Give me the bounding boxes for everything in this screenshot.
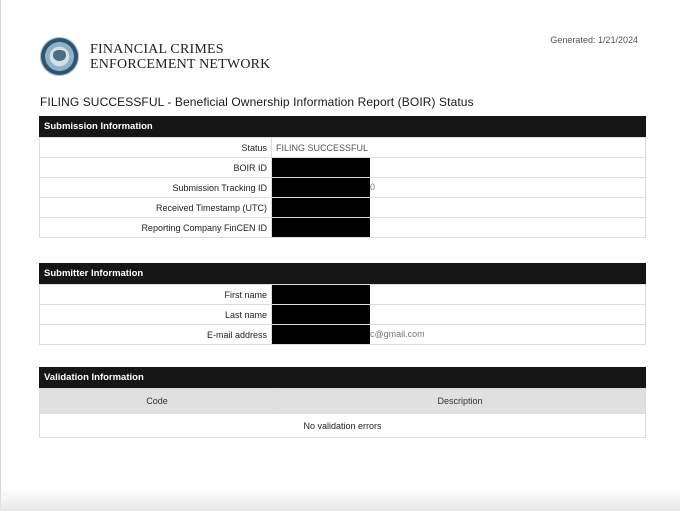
- table-row: [40, 158, 646, 178]
- status-value: FILING SUCCESSFUL: [272, 138, 646, 158]
- field-label: E-mail address: [40, 325, 272, 345]
- field-label: Last name: [40, 305, 272, 325]
- tracking-id-value: 0: [272, 178, 646, 198]
- submitter-table: [39, 284, 646, 345]
- table-row: [40, 414, 646, 438]
- table-row: [40, 285, 646, 305]
- redaction-box: [272, 198, 370, 217]
- agency-name: [90, 42, 270, 72]
- section-header: Submitter Information: [39, 263, 646, 284]
- page-title: FILING SUCCESSFUL - Beneficial Ownership Information Report (BOIR) Status: [40, 95, 474, 109]
- boir-id-value: [272, 158, 646, 178]
- empty-message: No validation errors: [40, 414, 646, 438]
- page-header: [40, 37, 270, 76]
- timestamp-value: [272, 198, 646, 218]
- field-label: First name: [40, 285, 272, 305]
- redaction-box: [272, 325, 370, 344]
- first-name-value: [272, 285, 646, 305]
- redaction-box: [272, 218, 370, 237]
- agency-name-line2: ENFORCEMENT NETWORK: [90, 56, 271, 72]
- table-row: [40, 198, 646, 218]
- validation-table: [39, 388, 646, 438]
- field-label: Status: [40, 138, 272, 158]
- field-label: Received Timestamp (UTC): [40, 198, 272, 218]
- validation-information-section: [39, 367, 646, 438]
- field-label: Reporting Company FinCEN ID: [40, 218, 272, 238]
- redaction-box: [272, 285, 370, 304]
- submission-information-section: [39, 116, 646, 238]
- fincen-id-value: [272, 218, 646, 238]
- page-edge: [0, 0, 1, 511]
- generated-date: Generated: 1/21/2024: [550, 35, 638, 45]
- submission-table: [39, 137, 646, 238]
- table-row: [40, 218, 646, 238]
- column-header-code: Code: [40, 389, 275, 414]
- submitter-information-section: [39, 263, 646, 345]
- table-row: [40, 305, 646, 325]
- redaction-box: [272, 178, 370, 197]
- page-bottom-shadow: [0, 489, 680, 511]
- redaction-box: [272, 158, 370, 177]
- section-header: Submission Information: [39, 116, 646, 137]
- last-name-value: [272, 305, 646, 325]
- agency-name-line1: FINANCIAL CRIMES: [90, 41, 224, 57]
- section-header: Validation Information: [39, 367, 646, 388]
- table-header-row: [40, 389, 646, 414]
- table-row: [40, 178, 646, 198]
- field-label: BOIR ID: [40, 158, 272, 178]
- redaction-box: [272, 305, 370, 324]
- column-header-description: Description: [275, 389, 646, 414]
- fincen-seal-icon: [40, 37, 79, 76]
- email-value: c@gmail.com: [272, 325, 646, 345]
- table-row: [40, 138, 646, 158]
- field-label: Submission Tracking ID: [40, 178, 272, 198]
- table-row: [40, 325, 646, 345]
